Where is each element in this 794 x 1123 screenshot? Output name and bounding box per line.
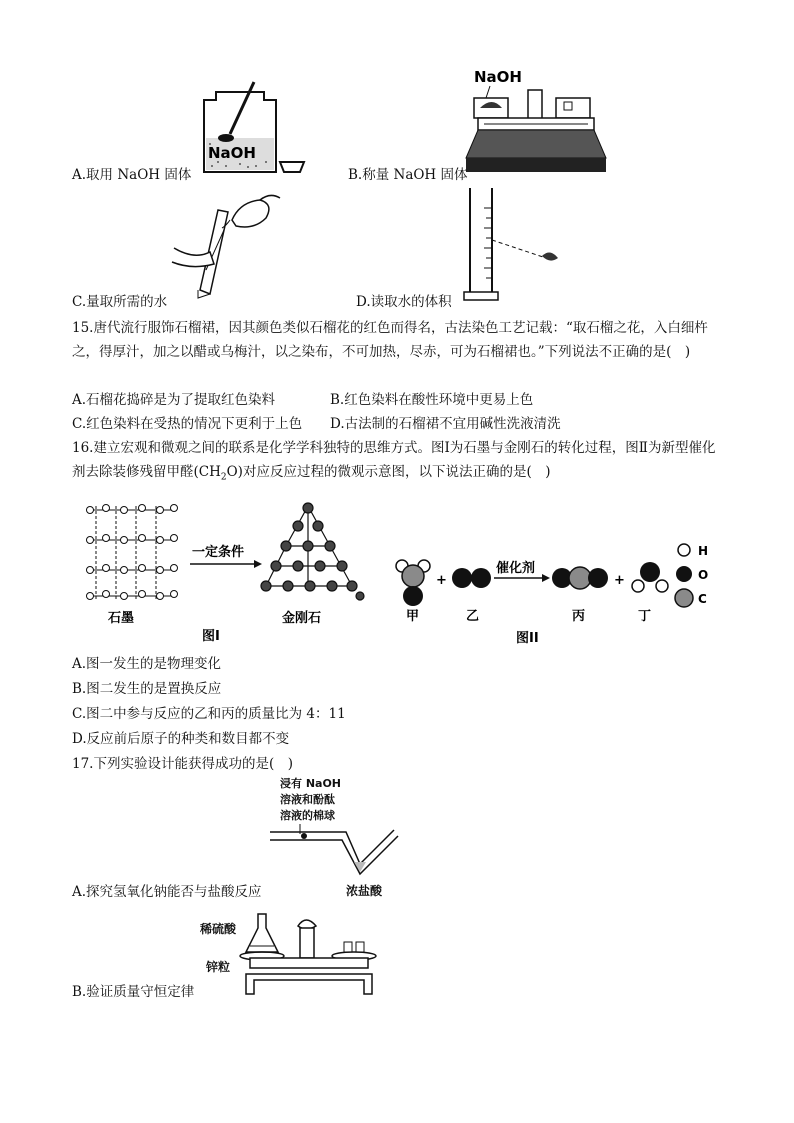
condition-label: 一定条件 [192, 545, 245, 560]
stem-part-2: O)对应反应过程的微观示意图，以下说法正确的是( ) [226, 464, 551, 480]
pour-water-figure [170, 190, 290, 300]
option-15b: B.红色染料在酸性环境中更易上色 [330, 392, 534, 408]
mass-conservation-balance-figure [236, 912, 386, 998]
option-16d: D.反应前后原子的种类和数目都不变 [72, 731, 290, 747]
naoh-jar-figure [196, 78, 306, 178]
option-14a: A.取用 NaOH 固体 [72, 167, 192, 183]
jar-label: NaOH [208, 144, 256, 162]
plus-sign-1: + [436, 573, 447, 588]
option-14c: C.量取所需的水 [72, 294, 168, 310]
formaldehyde-molecule-icon [396, 560, 430, 606]
figure-1-graphite-diamond [76, 496, 376, 646]
label-ding: 丁 [638, 609, 652, 624]
figure-2-caption: 图II [516, 631, 539, 646]
option-14d: D.读取水的体积 [356, 294, 452, 310]
diamond-lattice-icon [261, 503, 364, 600]
graphite-lattice-icon [86, 505, 178, 601]
option-16c: C.图二中参与反应的乙和丙的质量比为 4：11 [72, 706, 346, 722]
conc-hcl-label: 浓盐酸 [346, 884, 383, 898]
read-volume-figure [462, 188, 572, 304]
question-15-stem: 15.唐代流行服饰石榴裙，因其颜色类似石榴花的红色而得名，古法染色工艺记载：“取石榴之花，入白细杵之，得厚汁，加之以醋或乌梅汁，以之染布，不可加热，尽赤，可为石榴裙也。”下列说法不正确的是( ) [72, 320, 708, 360]
question-17-stem: 17.下列实验设计能获得成功的是( ) [72, 756, 294, 772]
cotton-label-line-2: 溶液和酚酞 [280, 793, 335, 806]
graphite-label: 石墨 [108, 611, 135, 626]
diamond-label: 金刚石 [282, 611, 322, 626]
balance-figure [464, 68, 614, 183]
water-molecule-icon [632, 562, 668, 592]
option-15d: D.古法制的石榴裙不宜用碱性洗液清洗 [330, 416, 561, 432]
legend-h: H [698, 544, 709, 558]
question-16-stem [72, 436, 722, 490]
oxygen-molecule-icon [452, 568, 491, 588]
label-yi: 乙 [466, 609, 480, 624]
atom-legend [675, 544, 708, 607]
option-14b: B.称量 NaOH 固体 [348, 167, 468, 183]
stem-subscript: 2 [220, 472, 227, 483]
option-17b: B.验证质量守恒定律 [72, 984, 195, 1000]
balance-label: NaOH [474, 68, 522, 86]
dilute-sulfuric-label: 稀硫酸 [200, 922, 237, 936]
option-16a: A.图一发生的是物理变化 [72, 656, 222, 672]
option-15a: A.石榴花捣碎是为了提取红色染料 [72, 392, 276, 408]
v-tube-figure [270, 824, 404, 882]
zinc-label: 锌粒 [206, 960, 231, 974]
option-17a: A.探究氢氧化钠能否与盐酸反应 [72, 884, 262, 900]
stem-part-1: 16.建立宏观和微观之间的联系是化学学科独特的思维方式。图Ⅰ为石墨与金刚石的转化过程，图Ⅱ为新型催化剂去除装修残留甲醛(CH [72, 440, 716, 480]
legend-o: O [698, 568, 709, 582]
option-15c: C.红色染料在受热的情况下更利于上色 [72, 416, 303, 432]
cotton-ball-label [280, 776, 341, 824]
carbon-dioxide-molecule-icon [552, 567, 608, 589]
label-jia: 甲 [406, 609, 420, 624]
option-16b: B.图二发生的是置换反应 [72, 681, 222, 697]
legend-c: C [698, 592, 707, 606]
plus-sign-2: + [614, 573, 625, 588]
cotton-label-line-1: 浸有 NaOH [280, 777, 342, 790]
label-bing: 丙 [572, 609, 586, 624]
figure-2-reaction [392, 536, 722, 648]
catalyst-label: 催化剂 [496, 561, 536, 576]
cotton-label-line-3: 溶液的棉球 [280, 809, 335, 822]
figure-1-caption: 图I [202, 629, 220, 644]
